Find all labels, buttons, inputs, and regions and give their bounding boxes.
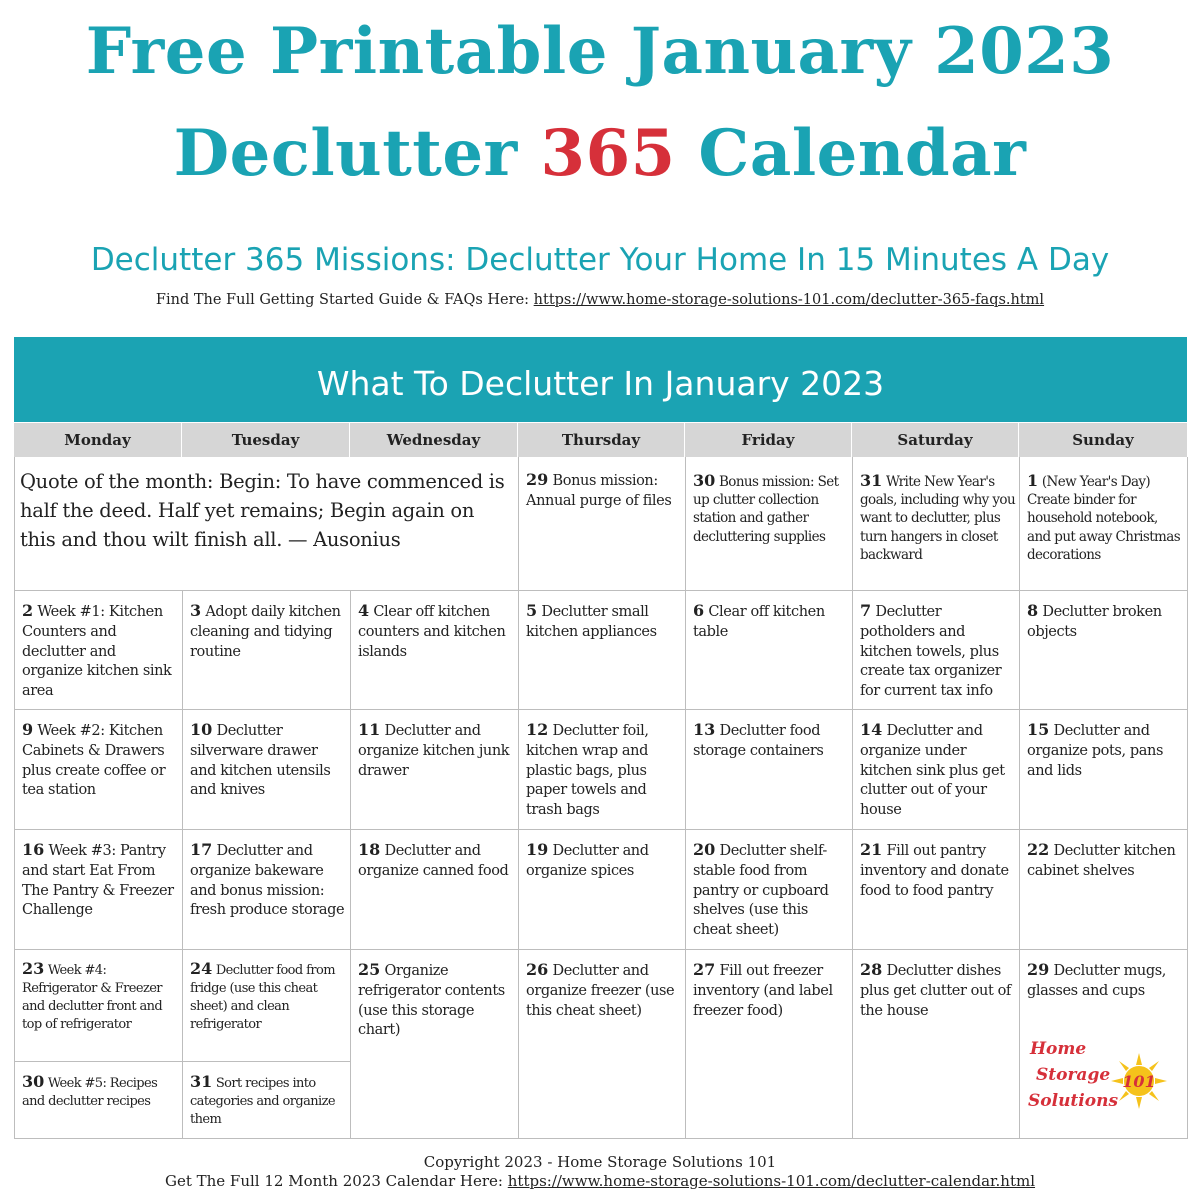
day-header-friday: Friday [685, 423, 852, 457]
guide-link[interactable]: https://www.home-storage-solutions-101.com/declutter-365-faqs.html [533, 292, 1045, 308]
guide-text: Find The Full Getting Started Guide & FAQs Here: [155, 292, 530, 308]
cell-12: 12 Declutter foil, kitchen wrap and plastic bags, plus paper towels and trash bags [526, 720, 649, 819]
day-header-monday: Monday [14, 423, 182, 457]
row-line-4 [14, 949, 1188, 950]
day-header-thursday: Thursday [518, 423, 685, 457]
cell-6: 6 Clear off kitchen table [693, 601, 825, 640]
cell-17: 17 Declutter and organize bakeware and bonus mission: fresh produce storage [190, 840, 345, 919]
row-line-1 [14, 590, 1188, 591]
cell-sun-1: 1 (New Year's Day) Create binder for household notebook, and put away Christmas decorations [1027, 471, 1181, 563]
cell-sat-31: 31 Write New Year's goals, including why you want to declutter, plus turn hangers in closet backward [860, 471, 1016, 563]
logo-101: 101 [1122, 1072, 1156, 1091]
logo-solutions: Solutions [1028, 1091, 1119, 1111]
cell-21: 21 Fill out pantry inventory and donate food to food pantry [860, 840, 1009, 899]
day-header-wednesday: Wednesday [350, 423, 518, 457]
page-title: Free Printable January 2023 [85, 14, 1115, 89]
grid-right [1187, 457, 1188, 1138]
cell-3: 3 Adopt daily kitchen cleaning and tidying routine [190, 601, 341, 660]
calendar-footer-line [0, 1171, 1200, 1191]
subtitle: Declutter 365 Missions: Declutter Your Home In 15 Minutes A Day [90, 242, 1110, 278]
guide-line [0, 289, 1200, 311]
cell-19: 19 Declutter and organize spices [526, 840, 649, 879]
cell-thu-29: 29 Bonus mission: Annual purge of files [526, 470, 672, 509]
cell-31: 31 Sort recipes into categories and organize them [190, 1072, 335, 1127]
cell-4: 4 Clear off kitchen counters and kitchen islands [358, 601, 506, 660]
cell-23: 23 Week #4: Refrigerator & Freezer and declutter front and top of refrigerator [22, 959, 163, 1032]
cell-16: 16 Week #3: Pantry and start Eat From The Pantry & Freezer Challenge [22, 840, 174, 919]
cell-fri-30: 30 Bonus mission: Set up clutter collection station and gather decluttering supplies [693, 471, 839, 545]
calendar-footer-link[interactable]: https://www.home-storage-solutions-101.com/declutter-calendar.html [507, 1172, 1036, 1190]
row-line-2 [14, 709, 1188, 710]
cell-18: 18 Declutter and organize canned food [358, 840, 509, 879]
cell-24: 24 Declutter food from fridge (use this cheat sheet) and clean refrigerator [190, 959, 335, 1032]
cell-7: 7 Declutter potholders and kitchen towels, plus create tax organizer for current tax info [860, 601, 1002, 700]
title-calendar: Calendar [698, 116, 1027, 191]
cell-20: 20 Declutter shelf-stable food from pantry or cupboard shelves (use this cheat sheet) [693, 840, 829, 939]
cell-9: 9 Week #2: Kitchen Cabinets & Drawers plus create coffee or tea station [22, 720, 166, 799]
cell-14: 14 Declutter and organize under kitchen sink plus get clutter out of your house [860, 720, 1005, 819]
title-365: 365 [540, 116, 676, 191]
cell-11: 11 Declutter and organize kitchen junk drawer [358, 720, 510, 779]
cell-30: 30 Week #5: Recipes and declutter recipes [22, 1072, 158, 1109]
sun-icon [1111, 1053, 1167, 1109]
cell-27: 27 Fill out freezer inventory (and label freezer food) [693, 960, 833, 1019]
logo-storage: Storage [1036, 1065, 1111, 1085]
calendar-footer-text: Get The Full 12 Month 2023 Calendar Here: [164, 1172, 503, 1190]
cell-25: 25 Organize refrigerator contents (use this storage chart) [358, 960, 505, 1039]
quote-of-month: Quote of the month: Begin: To have commenced is half the deed. Half yet remains; Begin again on this and thou wilt finish all. — Ausonius [20, 470, 505, 551]
cell-13: 13 Declutter food storage containers [693, 720, 824, 759]
page-title-line2 [0, 116, 1200, 192]
cell-26: 26 Declutter and organize freezer (use this cheat sheet) [526, 960, 675, 1019]
cell-8: 8 Declutter broken objects [1027, 601, 1162, 640]
calendar-banner: What To Declutter In January 2023 [14, 337, 1187, 422]
cell-29: 29 Declutter mugs, glasses and cups [1027, 960, 1166, 999]
cell-2: 2 Week #1: Kitchen Counters and declutter and organize kitchen sink area [22, 601, 172, 700]
day-header-tuesday: Tuesday [182, 423, 350, 457]
brand-logo [1026, 1035, 1186, 1125]
title-declutter: Declutter [173, 116, 518, 191]
cell-22: 22 Declutter kitchen cabinet shelves [1027, 840, 1176, 879]
day-header-saturday: Saturday [852, 423, 1019, 457]
copyright: Copyright 2023 - Home Storage Solutions 101 [423, 1153, 777, 1171]
grid-bottom [14, 1138, 1188, 1139]
cell-10: 10 Declutter silverware drawer and kitchen utensils and knives [190, 720, 331, 799]
cell-28: 28 Declutter dishes plus get clutter out of the house [860, 960, 1011, 1019]
row-line-3 [14, 829, 1188, 830]
cell-15: 15 Declutter and organize pots, pans and lids [1027, 720, 1163, 779]
day-header-sunday: Sunday [1019, 423, 1187, 457]
logo-home: Home [1030, 1039, 1087, 1059]
cell-5: 5 Declutter small kitchen appliances [526, 601, 657, 640]
